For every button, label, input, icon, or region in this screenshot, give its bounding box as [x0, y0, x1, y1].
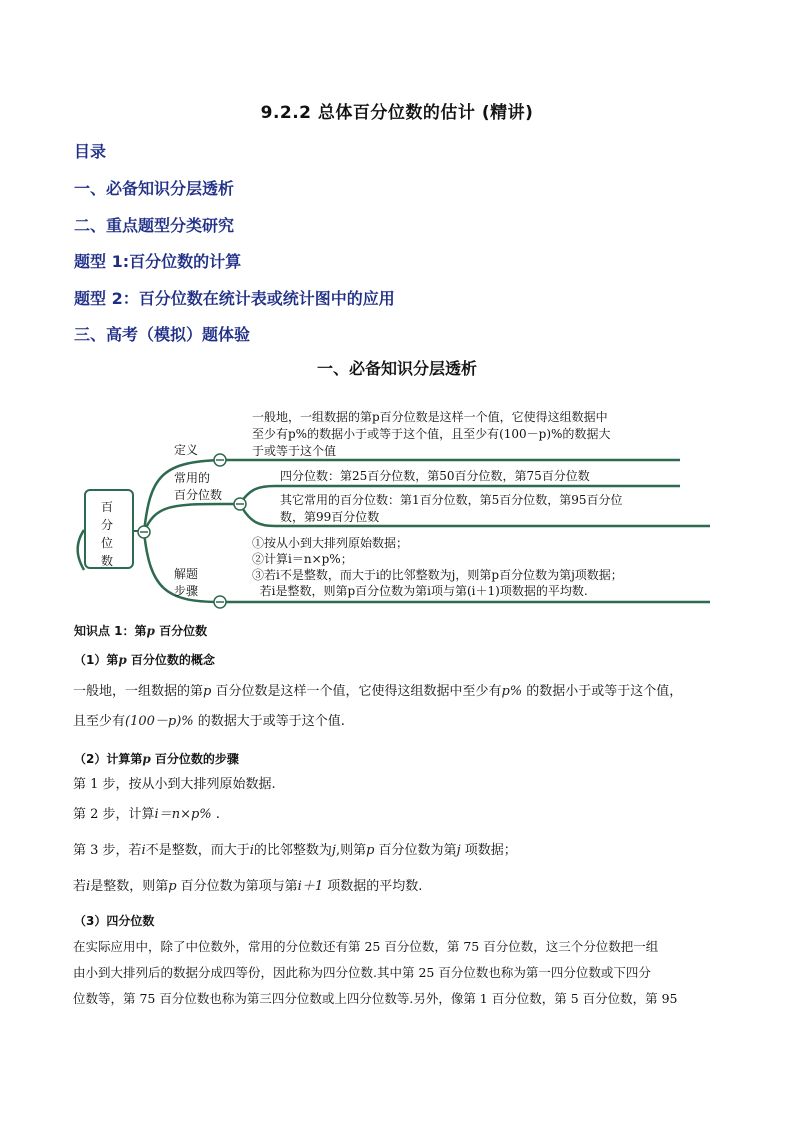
collapse-circle-icon[interactable] [214, 454, 226, 466]
subheading-concept [74, 651, 215, 668]
mindmap-step-1: ①按从小到大排列原始数据； [252, 536, 409, 550]
mindmap-branch-steps-line-1: 解题 [174, 567, 199, 581]
step2-math: i＝n×p% [154, 807, 212, 822]
step3-v5: j [456, 843, 461, 858]
mindmap-definition-line-1: 一般地，一组数据的第p百分位数是这样一个值，它使得这组数据中 [252, 410, 608, 424]
step4-math: i＋1 [297, 879, 324, 894]
step-4-line [73, 874, 733, 900]
mindmap-branch-steps-line-2: 步骤 [174, 584, 199, 598]
knowledge-point-heading [74, 622, 207, 639]
page-title: 9.2.2 总体百分位数的估计 (精讲) [260, 103, 534, 123]
step2-b: . [211, 807, 220, 822]
step4-a: 若 [73, 879, 87, 894]
mindmap-step-2: ②计算i＝n×p%； [252, 552, 353, 566]
mindmap-common-other-line-2: 数，第99百分位数 [280, 510, 380, 524]
step-2-line [73, 802, 733, 828]
collapse-circle-icon[interactable] [138, 526, 150, 538]
step3-v1: i [141, 843, 146, 858]
mindmap-root-char-2: 分 [101, 518, 114, 532]
kp-heading-var: p [146, 624, 155, 638]
mindmap-definition-line-3: 于或等于这个值 [252, 444, 337, 458]
step3-a: 第 3 步，若 [73, 843, 142, 858]
mindmap-step-4: 若i是整数，则第p百分位数为第i项与第(i＋1)项数据的平均数. [252, 584, 588, 598]
toc-item-2[interactable]: 二、重点题型分类研究 [74, 216, 235, 235]
mindmap-common-quartiles: 四分位数：第25百分位数，第50百分位数，第75百分位数 [280, 469, 590, 483]
mindmap-root-char-4: 数 [101, 554, 114, 568]
step4-v1: i [86, 879, 91, 894]
concept-l1-math: p% [501, 684, 523, 699]
quartile-line-1: 在实际应用中，除了中位数外，常用的分位数还有第 25 百分位数，第 75 百分位数，这三个分位数把一组 [73, 939, 659, 954]
step4-b: 是整数，则第 [90, 879, 169, 894]
quartile-line-2: 由小到大排列后的数据分成四等份，因此称为四分位数.其中第 25 百分位数也称为第一四分位数或下四分 [73, 965, 651, 980]
step3-f: 项数据； [460, 843, 517, 858]
concept-l2-b: 的数据大于或等于这个值. [193, 714, 345, 729]
mindmap-branch-common-line-1: 常用的 [174, 471, 211, 485]
toc-item-3[interactable]: 题型 1:百分位数的计算 [74, 252, 242, 271]
mindmap-root-char-1: 百 [101, 500, 114, 514]
concept-l2-a: 且至少有 [73, 714, 126, 729]
kp-heading-suffix: 百分位数 [154, 624, 208, 638]
step3-v4: p [366, 843, 375, 858]
sub1-var: p [118, 653, 127, 667]
mindmap-root-char-3: 位 [101, 536, 114, 550]
step4-v2: p [168, 879, 177, 894]
mindmap-definition-line-2: 至少有p%的数据小于或等于这个值，且至少有(100－p)%的数据大 [252, 427, 611, 441]
step4-d: 项数据的平均数. [323, 879, 423, 894]
quartile-line-3: 位数等，第 75 百分位数也称为第三四分位数或上四分位数等.另外，像第 1 百分位数，第 5 百分位数，第 95 [73, 991, 678, 1006]
mindmap-step-3: ③若i不是整数，而大于i的比邻整数为j，则第p百分位数为第j项数据； [252, 568, 623, 582]
concept-l1-var: p [203, 684, 212, 699]
step-1-line: 第 1 步，按从小到大排列原始数据. [73, 777, 276, 792]
concept-line-1 [73, 679, 733, 705]
step3-b: 不是整数，而大于 [145, 843, 250, 858]
toc-heading: 目录 [74, 142, 107, 161]
concept-paragraph [73, 679, 733, 735]
step3-e: 百分位数为第 [374, 843, 457, 858]
mindmap-branch-common-line-2: 百分位数 [174, 488, 223, 502]
sub2-var: p [142, 752, 151, 766]
sub1-suffix: 百分位数的概念 [126, 653, 215, 667]
step3-v2: i [249, 843, 254, 858]
concept-l1-c: 的数据小于或等于这个值， [522, 684, 683, 699]
step2-a: 第 2 步，计算 [73, 807, 155, 822]
concept-l1-a: 一般地，一组数据的第 [73, 684, 204, 699]
sub2-suffix: 百分位数的步骤 [150, 752, 239, 766]
subheading-quartiles: （3）四分位数 [74, 914, 155, 928]
step3-v3: j [331, 843, 336, 858]
section-title: 一、必备知识分层透析 [316, 359, 477, 378]
step3-c: 的比邻整数为 [253, 843, 332, 858]
concept-l1-b: 百分位数是这样一个值，它使得这组数据中至少有 [211, 684, 502, 699]
step4-c: 百分位数为第项与第 [176, 879, 298, 894]
toc-item-5[interactable]: 三、高考（模拟）题体验 [74, 325, 251, 344]
subheading-steps [74, 750, 239, 767]
step3-d: ,则第 [335, 843, 367, 858]
mindmap-common-other-line-1: 其它常用的百分位数：第1百分位数，第5百分位数，第95百分位 [280, 493, 623, 507]
quartile-paragraph [73, 934, 733, 1012]
collapse-circle-icon[interactable] [214, 596, 226, 608]
step-3-line [73, 838, 733, 864]
mindmap-diagram [70, 398, 710, 610]
kp-heading-prefix: 知识点 1：第 [74, 624, 147, 638]
sub2-prefix: （2）计算第 [74, 752, 143, 766]
concept-l2-math: (100－p)% [125, 714, 194, 729]
mindmap-branch-definition: 定义 [174, 443, 199, 457]
concept-line-2 [73, 709, 733, 735]
toc-item-1[interactable]: 一、必备知识分层透析 [74, 179, 235, 198]
toc-item-4[interactable]: 题型 2：百分位数在统计表或统计图中的应用 [74, 289, 395, 308]
collapse-circle-icon[interactable] [234, 498, 246, 510]
sub1-prefix: （1）第 [74, 653, 119, 667]
